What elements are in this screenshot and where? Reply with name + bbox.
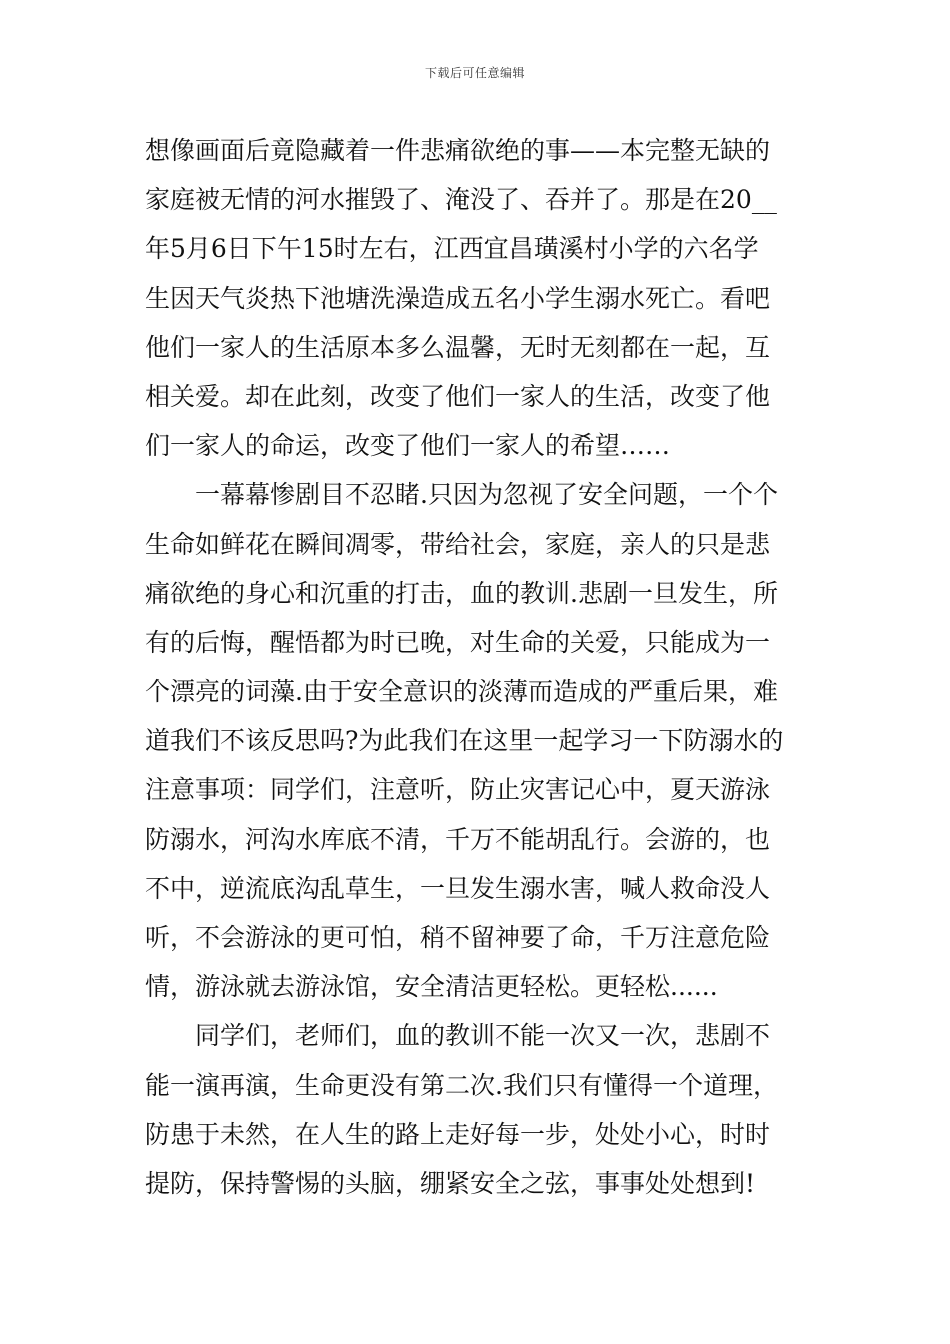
text-line: 防溺水，河沟水库底不清，千万不能胡乱行。会游的，也 xyxy=(145,824,771,854)
text-line: 同学们，老师们，血的教训不能一次又一次，悲剧不 xyxy=(195,1021,771,1051)
paragraph-1 xyxy=(145,126,809,470)
text-line: 道我们不该反思吗?为此我们在这里一起学习一下防溺水的 xyxy=(145,726,784,756)
text-line: 提防，保持警惕的头脑，绷紧安全之弦，事事处处想到! xyxy=(145,1168,756,1198)
text-line: 一幕幕惨剧目不忍睹.只因为忽视了安全问题，一个个 xyxy=(195,480,778,510)
text-line: 有的后悔，醒悟都为时已晚，对生命的关爱，只能成为一 xyxy=(145,627,771,657)
text-line: 不中，逆流底沟乱草生，一旦发生溺水害，喊人救命没人 xyxy=(145,873,771,903)
text-line: 注意事项：同学们，注意听，防止灾害记心中，夏天游泳 xyxy=(145,775,771,805)
text-line: 生因天气炎热下池塘洗澡造成五名小学生溺水死亡。看吧 xyxy=(145,283,771,313)
text-line: 个漂亮的词藻.由于安全意识的淡薄而造成的严重后果，难 xyxy=(145,677,778,707)
text-line: 年5月6日下午15时左右，江西宜昌璜溪村小学的六名学 xyxy=(145,234,759,264)
text-line: 听，不会游泳的更可怕，稍不留神要了命，千万注意危险 xyxy=(145,923,771,952)
text-line: 相关爱。却在此刻，改变了他们一家人的生活，改变了他 xyxy=(145,381,771,411)
document-body xyxy=(145,126,809,1208)
page-header: 下载后可任意编辑 xyxy=(424,66,525,80)
text-line: 们一家人的命运，改变了他们一家人的希望…… xyxy=(145,431,671,461)
text-line: 想像画面后竟隐藏着一件悲痛欲绝的事——本完整无缺的 xyxy=(145,136,771,165)
text-line: 痛欲绝的身心和沉重的打击，血的教训.悲剧一旦发生，所 xyxy=(145,578,778,608)
text-line: 他们一家人的生活原本多么温馨，无时无刻都在一起，互 xyxy=(145,332,771,362)
text-line: 情，游泳就去游泳馆，安全清洁更轻松。更轻松...... xyxy=(145,972,718,1002)
text-line: 家庭被无情的河水摧毁了、淹没了、吞并了。那是在20__ xyxy=(145,185,777,215)
text-line: 能一演再演，生命更没有第二次.我们只有懂得一个道理， xyxy=(145,1070,778,1100)
text-line: 防患于未然，在人生的路上走好每一步，处处小心，时时 xyxy=(145,1119,771,1149)
paragraph-2 xyxy=(145,470,809,1011)
paragraph-3 xyxy=(145,1011,809,1208)
text-line: 生命如鲜花在瞬间凋零，带给社会，家庭，亲人的只是悲 xyxy=(145,529,771,559)
